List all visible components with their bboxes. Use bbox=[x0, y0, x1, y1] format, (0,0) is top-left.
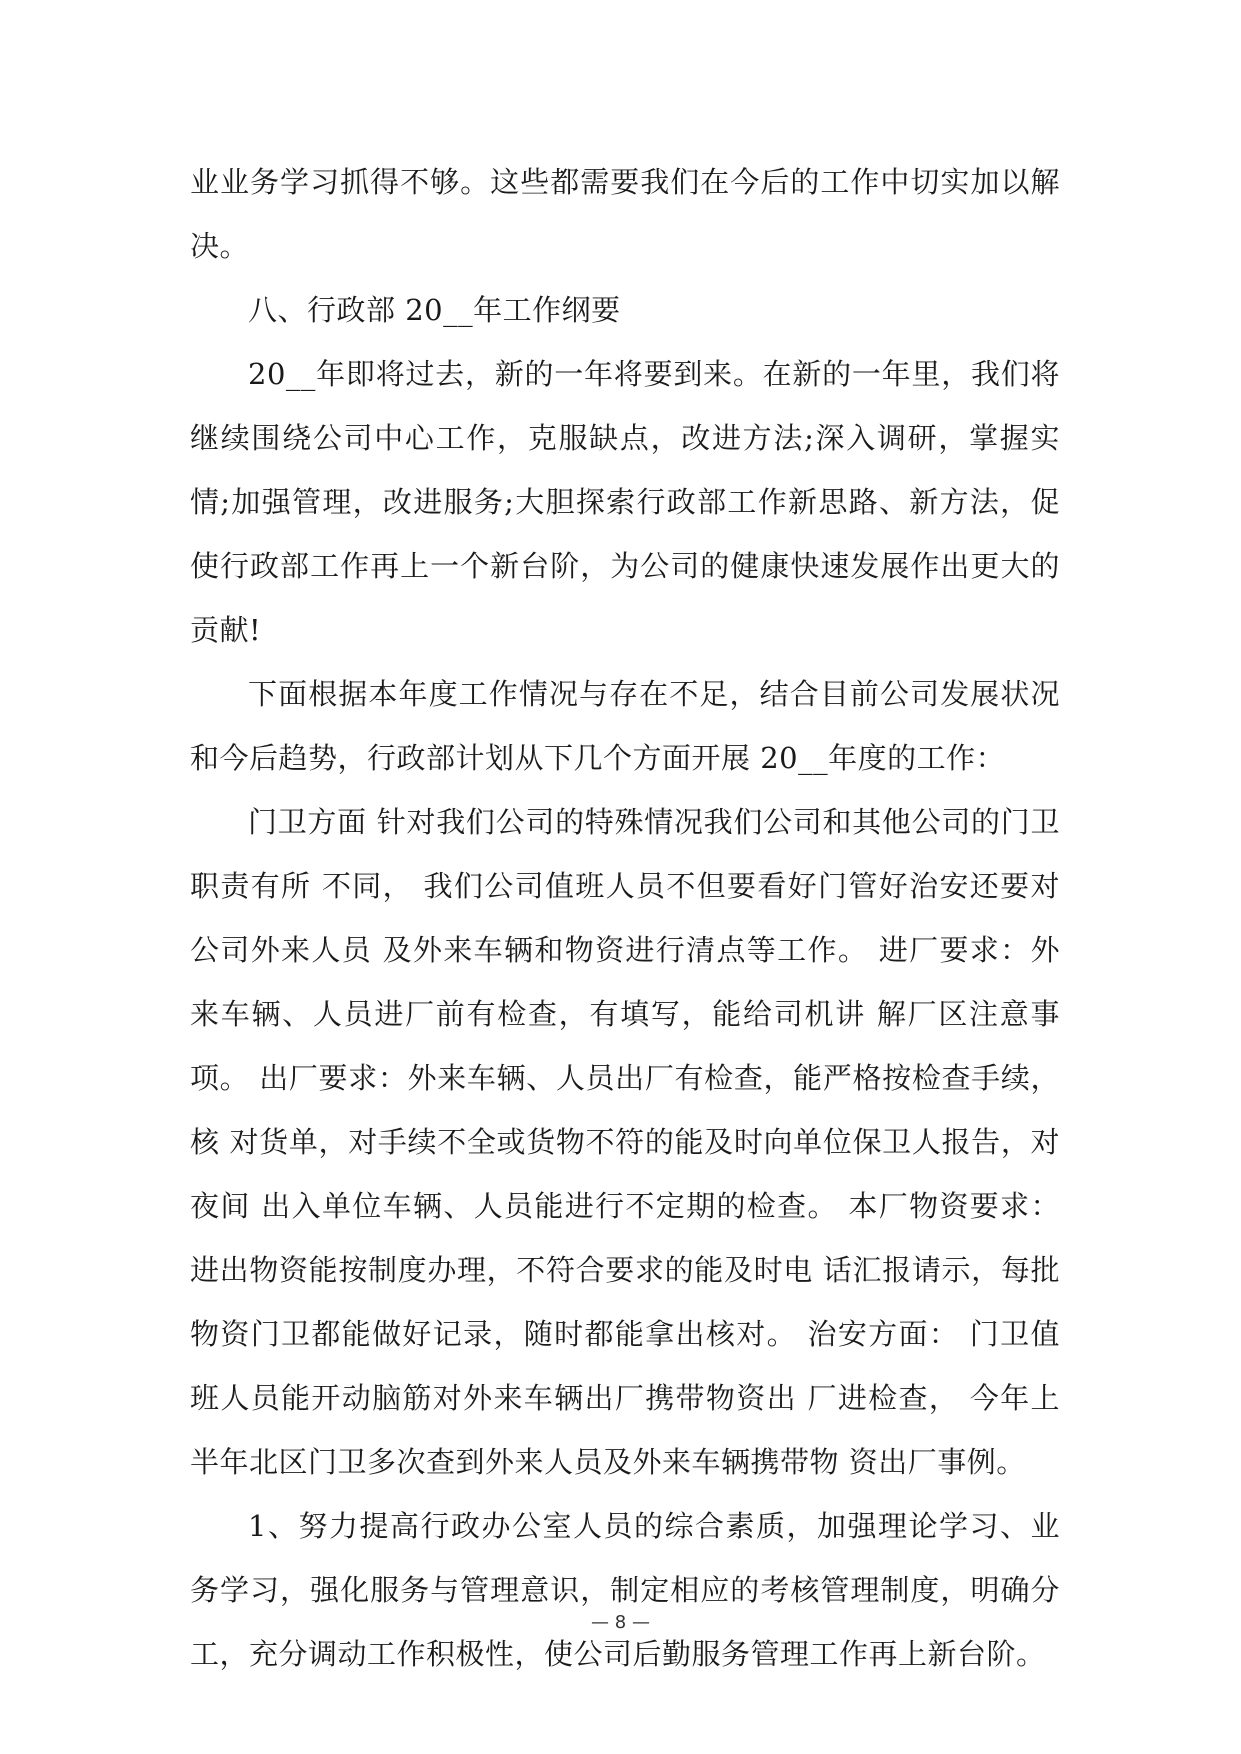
paragraph: 20__年即将过去，新的一年将要到来。在新的一年里，我们将继续围绕公司中心工作，克服缺点，改进方法;深入调研，掌握实情;加强管理，改进服务;大胆探索行政部工作新思路、新方法，促使行政部工作再上一个新台阶，为公司的健康快速发展作出更大的贡献! bbox=[190, 357, 1060, 647]
paragraph: 下面根据本年度工作情况与存在不足，结合目前公司发展状况和今后趋势，行政部计划从下几个方面开展 20__年度的工作： bbox=[190, 677, 1060, 775]
section-heading: 八、行政部 20__年工作纲要 bbox=[248, 293, 621, 327]
paragraph: 1、努力提高行政办公室人员的综合素质，加强理论学习、业务学习，强化服务与管理意识，制定相应的考核管理制度，明确分工，充分调动工作积极性，使公司后勤服务管理工作再上新台阶。 bbox=[190, 1509, 1060, 1671]
document-body bbox=[190, 150, 1060, 1686]
paragraph: 门卫方面 针对我们公司的特殊情况我们公司和其他公司的门卫职责有所 不同， 我们公司值班人员不但要看好门管好治安还要对公司外来人员 及外来车辆和物资进行清点等工作。 进厂要求：外来车辆、人员进厂前有检查，有填写，能给司机讲 解厂区注意事项。 出厂要求：外来车辆、人员出厂有检查，能严格按检查手续，核 对货单，对手续不全或货物不符的能及时向单位保卫人报告，对夜间 出入单位车辆、人员能进行不定期的检查。 本厂物资要求：进出物资能按制度办理，不符合要求的能及时电 话汇报请示，每批物资门卫都能做好记录，随时都能拿出核对。 治安方面： 门卫值班人员能开动脑筋对外来车辆出厂携带物资出 厂进检查， 今年上半年北区门卫多次查到外来人员及外来车辆携带物 资出厂事例。 bbox=[190, 805, 1060, 1479]
page-number: — 8 — bbox=[591, 1612, 650, 1633]
paragraph: 业业务学习抓得不够。这些都需要我们在今后的工作中切实加以解决。 bbox=[190, 165, 1060, 263]
